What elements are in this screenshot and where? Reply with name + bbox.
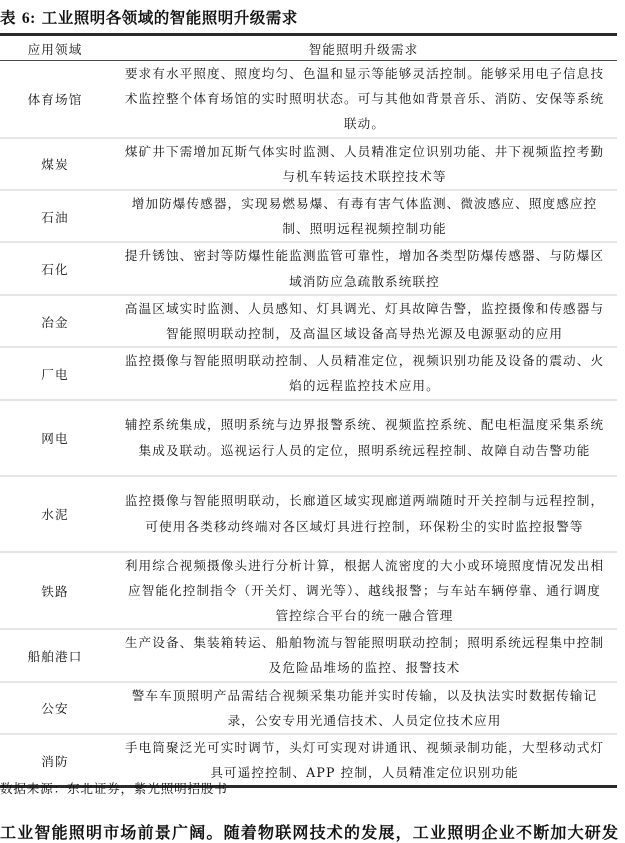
cell-field: 体育场馆 xyxy=(0,61,110,138)
table-title-prefix: 表 xyxy=(0,8,22,27)
cell-field: 冶金 xyxy=(0,295,110,347)
table-header-row xyxy=(0,35,617,61)
cell-demand: 警车车顶照明产品需结合视频采集功能并实时传输，以及执法实时数据传输记录，公安专用光通信技术、人员定位技术应用 xyxy=(110,682,617,734)
table-row xyxy=(0,347,617,399)
cell-field: 消防 xyxy=(41,753,69,769)
cell-field: 铁路 xyxy=(0,552,110,630)
cell-demand: 要求有水平照度、照度均匀、色温和显示等能够灵活控制。能够采用电子信息技术监控整个体育场馆的实时照明状态。可与其他如背景音乐、消防、安保等系统联动。 xyxy=(110,61,617,138)
cell-field: 网电 xyxy=(0,400,110,476)
table-row xyxy=(0,138,617,190)
cell-field: 船舶港口 xyxy=(0,629,110,681)
cell-field: 水泥 xyxy=(0,476,110,552)
cell-demand: 监控摄像与智能照明联动，长廊道区域实现廊道两端随时开关控制与远程控制，可使用各类移动终端对各区域灯具进行控制，环保粉尘的实时监控报警等 xyxy=(110,476,617,552)
table-row xyxy=(0,61,617,138)
table-row xyxy=(0,242,617,294)
cell-field: 公安 xyxy=(0,682,110,734)
table-number: 6: xyxy=(21,10,36,27)
cell-demand: 提升锈蚀、密封等防爆性能监测监管可靠性，增加各类型防爆传感器、与防爆区域消防应急疏散系统联控 xyxy=(110,242,617,294)
cell-demand: 生产设备、集装箱转运、船舶物流与智能照明联动控制；照明系统远程集中控制及危险品堆场的监控、报警技术 xyxy=(110,629,617,681)
cell-demand: 手电筒聚泛光可实时调节，头灯可实现对讲通讯、视频录制功能，大型移动式灯具可遥控控制、APP 控制，人员精准定位识别功能 xyxy=(124,740,605,781)
cell-field: 煤炭 xyxy=(0,138,110,190)
table-row xyxy=(0,295,617,347)
cell-field: 厂电 xyxy=(0,347,110,399)
cell-demand: 监控摄像与智能照明联动控制、人员精准定位，视频识别功能及设备的震动、火焰的远程监控技术应用。 xyxy=(110,347,617,399)
cell-field: 石化 xyxy=(0,242,110,294)
cell-field: 石油 xyxy=(0,190,110,242)
cell-demand: 高温区域实时监测、人员感知、灯具调光、灯具故障告警，监控摄像和传感器与智能照明联动控制，及高温区域设备高导热光源及电源驱动的应用 xyxy=(110,295,617,347)
table-title-text: 工业照明各领域的智能照明升级需求 xyxy=(35,8,298,27)
data-source-note: 数据来源：东北证券，紫光照明招股书 xyxy=(0,781,228,796)
table-row xyxy=(0,476,617,552)
cell-demand: 增加防爆传感器，实现易燃易爆、有毒有害气体监测、微波感应、照度感应控制、照明远程视频控制功能 xyxy=(110,190,617,242)
cell-demand: 利用综合视频摄像头进行分析计算，根据人流密度的大小或环境照度情况发出相应智能化控制指令（开关灯、调光等）、越线报警；与车站车辆停靠、通行调度管控综合平台的统一融合管理 xyxy=(110,552,617,630)
table-row xyxy=(0,400,617,476)
lighting-demand-table xyxy=(0,33,617,788)
cell-demand: 辅控系统集成，照明系统与边界报警系统、视频监控系统、配电柜温度采集系统集成及联动。巡视运行人员的定位，照明系统远程控制、故障自动告警功能 xyxy=(110,400,617,476)
table-row xyxy=(0,682,617,734)
table-row xyxy=(0,629,617,681)
table-row xyxy=(0,552,617,630)
header-demand: 智能照明升级需求 xyxy=(110,35,617,61)
body-paragraph: 工业智能照明市场前景广阔。随着物联网技术的发展，工业照明企业不断加大研发 xyxy=(0,823,620,842)
header-field: 应用领域 xyxy=(0,35,110,61)
cell-demand: 煤矿井下需增加瓦斯气体实时监测、人员精准定位识别功能、井下视频监控考勤与机车转运技术联控技术等 xyxy=(110,138,617,190)
table-title xyxy=(0,6,298,28)
table-row xyxy=(0,190,617,242)
